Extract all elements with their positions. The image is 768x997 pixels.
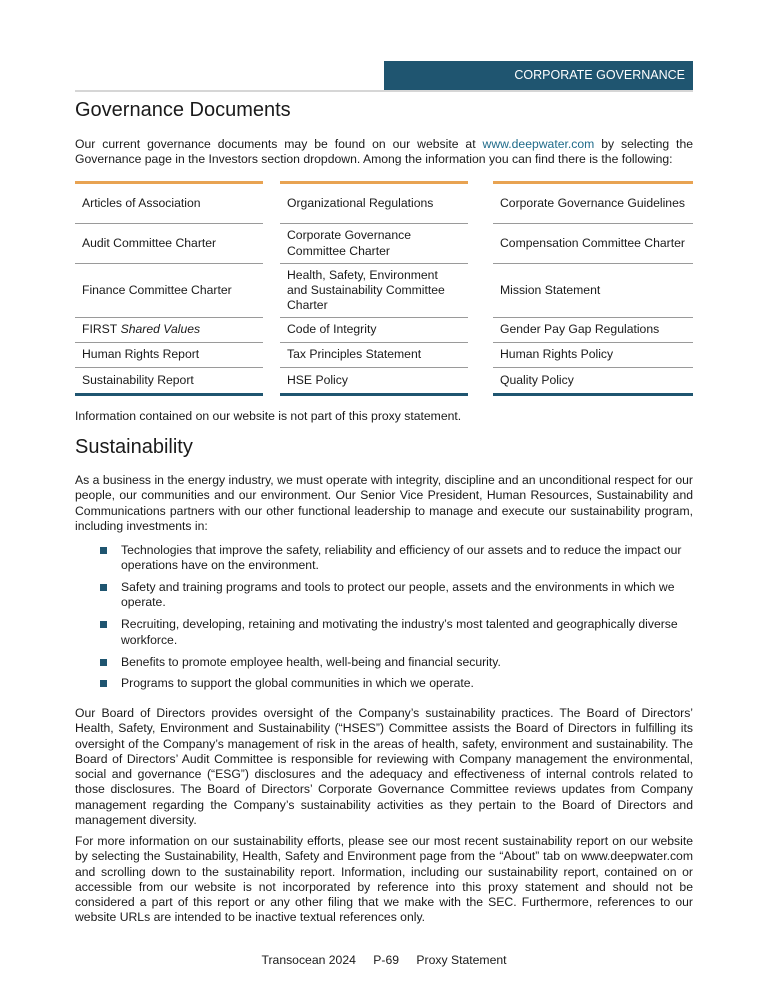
document-item[interactable]: Audit Committee Charter [75,224,263,264]
documents-column-2 [280,181,468,396]
document-item[interactable]: Sustainability Report [82,372,194,387]
document-item[interactable]: Mission Statement [493,264,693,318]
document-item[interactable]: Organizational Regulations [280,184,468,224]
website-disclaimer: Information contained on our website is not part of this proxy statement. [75,409,462,423]
list-item [100,676,693,691]
document-item-label: FIRST [82,322,118,337]
document-item[interactable]: HSE Policy [287,372,348,387]
document-item[interactable]: Health, Safety, Environment and Sustainability Committee Charter [280,264,468,318]
header-divider [75,90,693,92]
document-item[interactable]: Tax Principles Statement [280,343,468,368]
list-item [100,655,693,670]
document-item[interactable]: Human Rights Policy [493,343,693,368]
square-bullet-icon [100,659,107,666]
deepwater-link[interactable]: www.deepwater.com [482,137,595,151]
document-item-italic: Shared Values [120,322,201,337]
square-bullet-icon [100,621,107,628]
intro-text-end: by selecting the Governance page in the Investors section dropdown. Among the information you can find there is the following: [75,137,693,167]
documents-column-3 [493,181,693,396]
document-item[interactable]: Finance Committee Charter [75,264,263,318]
sustainability-investments-list [100,543,693,698]
list-item [100,617,693,648]
sustainability-intro: As a business in the energy industry, we must operate with integrity, discipline and an unconditional respect for our people, our communities and our environment. Our Senior Vice President, Human Resources, Sustainability and Communications partners with our other functional leadership to manage and execute our sustainability program, including investments in: [75,473,693,533]
footer-company: Transocean 2024 [261,953,356,967]
square-bullet-icon [100,680,107,687]
list-item-text: Benefits to promote employee health, well-being and financial security. [121,654,501,669]
document-item[interactable]: Code of Integrity [280,318,468,343]
square-bullet-icon [100,584,107,591]
document-item[interactable] [75,318,263,343]
list-item [100,580,693,611]
intro-text-start: Our current governance documents may be found on our website at [75,137,483,151]
square-bullet-icon [100,547,107,554]
page-footer [0,953,768,967]
list-item-text: Programs to support the global communities in which we operate. [121,676,474,691]
footer-page-number: P-69 [373,953,400,967]
list-item-text: Recruiting, developing, retaining and motivating the industry’s most talented and geographically diverse workforce. [121,617,678,647]
document-item[interactable]: Articles of Association [75,184,263,224]
section-header-bar [384,61,693,90]
board-oversight-paragraph: Our Board of Directors provides oversight of the Company’s sustainability practices. The Board of Directors’ Health, Safety, Environment and Sustainability (“HSES”) Committee assists the Board of Directors in fulfilling its oversight of the Company’s management of risk in the areas of health, safety, environment and sustainability. The Board of Directors’ Audit Committee is responsible for reviewing with Company management the environmental, social and governance (“ESG”) disclosures and the adequacy and effectiveness of internal controls related to those disclosures. The Board of Directors’ Corporate Governance Committee reviews updates from Company management regarding the Company’s sustainability activities as they pertain to the Board of Directors and management diversity. [75,706,693,828]
list-item-text: Technologies that improve the safety, reliability and efficiency of our assets and to reduce the impact our operations have on the environment. [121,543,682,573]
document-item[interactable]: Corporate Governance Committee Charter [280,224,468,264]
documents-column-1 [75,181,263,396]
document-item[interactable]: Quality Policy [500,372,574,387]
section-label: CORPORATE GOVERNANCE [514,68,685,82]
governance-documents-title: Governance Documents [75,99,291,121]
sustainability-title: Sustainability [75,436,193,458]
document-item[interactable]: Compensation Committee Charter [493,224,693,264]
more-info-paragraph: For more information on our sustainability efforts, please see our most recent sustainability report on our website by selecting the Sustainability, Health, Safety and Environment page from the “About” tab on www.deepwater.com and scrolling down to the sustainability report. Information, including our sustainability report, contained on or accessible from our website is not incorporated by reference into this proxy statement and should not be considered a part of this report or any other filing that we make with the SEC. Furthermore, references to our website URLs are intended to be inactive textual references only. [75,834,693,925]
list-item [100,543,693,574]
document-item[interactable]: Human Rights Report [75,343,263,368]
footer-document: Proxy Statement [416,953,507,967]
list-item-text: Safety and training programs and tools to protect our people, assets and the environments in which we operate. [121,580,675,610]
governance-intro [75,137,693,168]
document-item[interactable]: Corporate Governance Guidelines [493,184,693,224]
document-item[interactable]: Gender Pay Gap Regulations [493,318,693,343]
